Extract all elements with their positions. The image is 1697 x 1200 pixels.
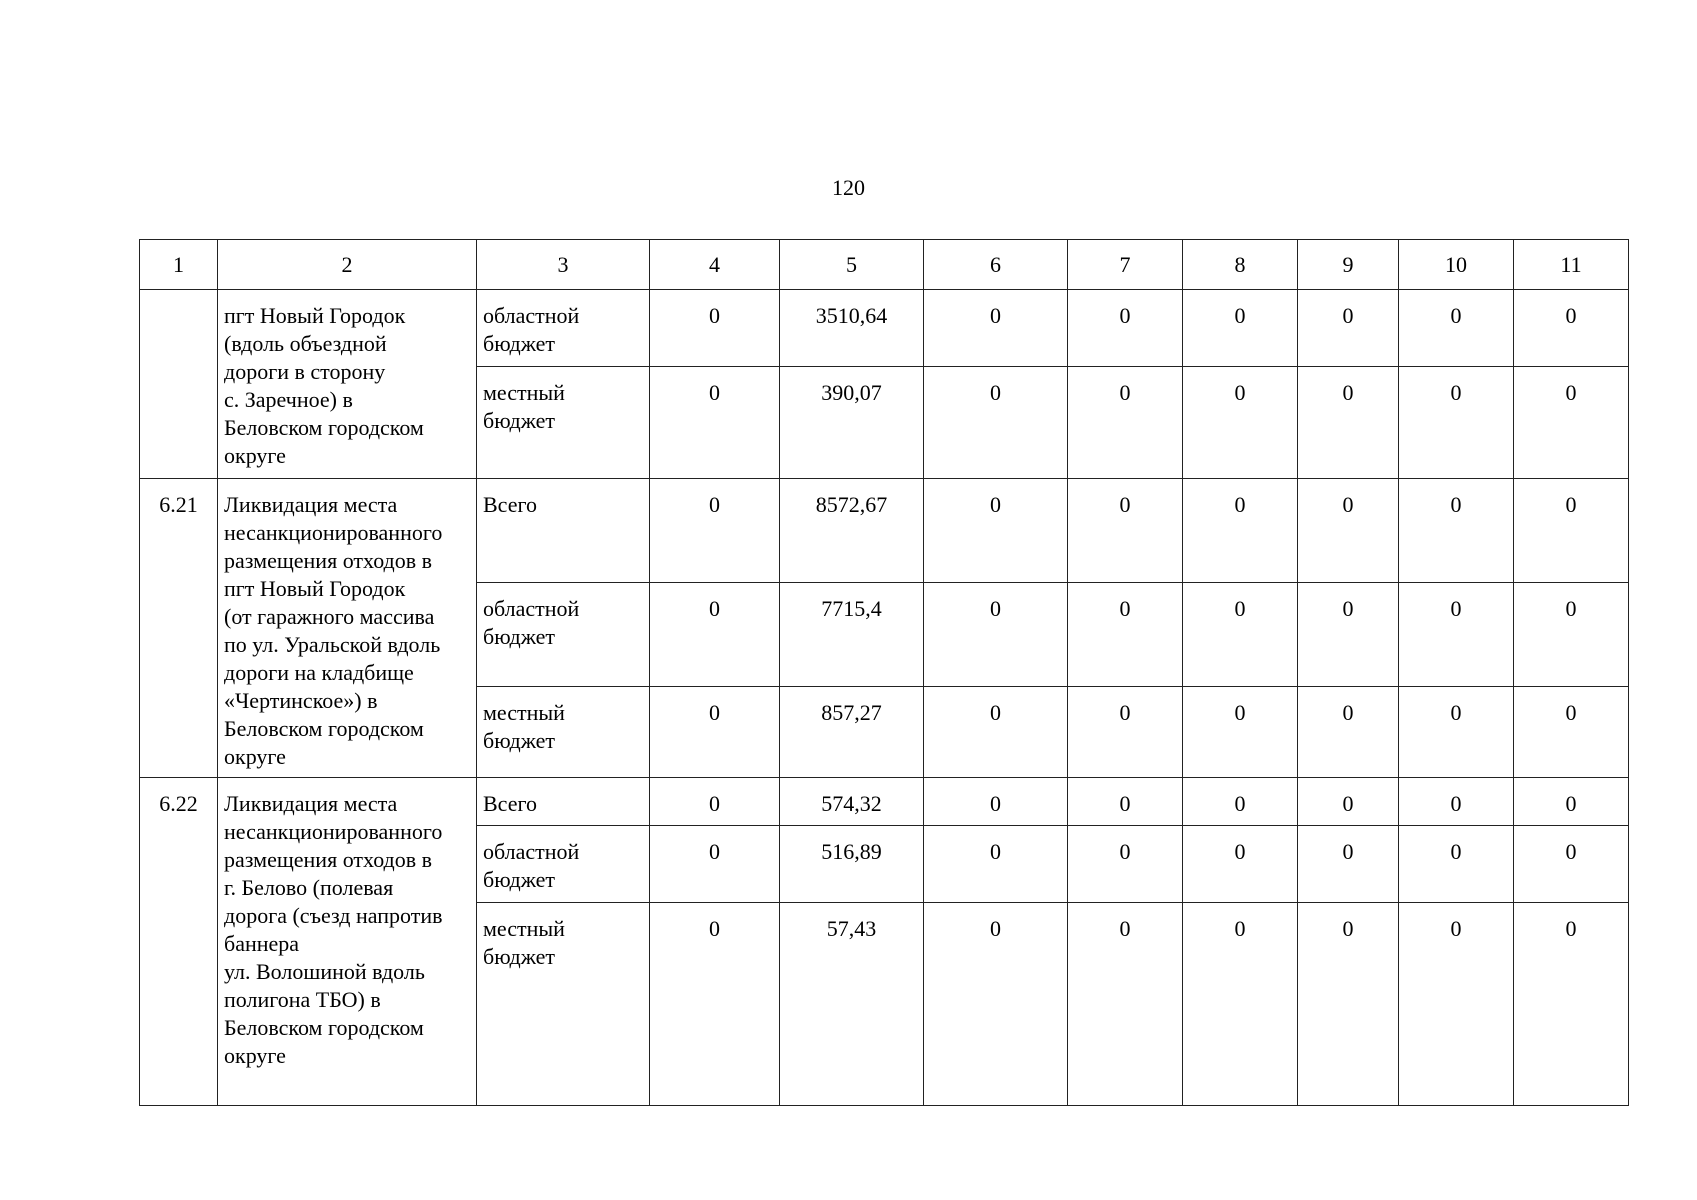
text-line: бюджет [483,867,555,892]
value-cell: 0 [1183,290,1298,367]
text-line: «Чертинское») в [224,688,378,713]
value-cell: 0 [1183,479,1298,583]
text-line: Всего [483,791,537,816]
value-cell: 0 [924,687,1068,778]
value-cell: 0 [1514,826,1629,903]
value-cell: 0 [924,290,1068,367]
value-cell: 0 [1068,583,1183,687]
text-line: пгт Новый Городок [224,303,406,328]
value-cell: 574,32 [780,778,924,826]
table-body [140,240,1629,1106]
value-cell: 0 [1298,479,1399,583]
text-line: Ликвидация места [224,791,398,816]
value-cell: 0 [1399,583,1514,687]
text-line: г. Белово (полевая [224,875,394,900]
table-row [140,290,1629,367]
text-line: баннера [224,931,300,956]
value-cell: 0 [1399,778,1514,826]
funding-source-cell [477,826,650,903]
value-cell: 0 [924,826,1068,903]
table-row [140,479,1629,583]
funding-source-cell [477,903,650,1106]
text-line: округе [224,744,286,769]
text-line: несанкционированного [224,520,443,545]
value-cell: 0 [1068,778,1183,826]
value-cell: 0 [1514,290,1629,367]
value-cell: 0 [1068,687,1183,778]
header-cell: 9 [1298,240,1399,290]
header-cell: 4 [650,240,780,290]
value-cell: 0 [1514,687,1629,778]
value-cell: 516,89 [780,826,924,903]
text-line: округе [224,443,286,468]
value-cell: 0 [1298,778,1399,826]
value-cell: 3510,64 [780,290,924,367]
value-cell: 0 [1298,367,1399,479]
value-cell: 0 [650,687,780,778]
value-cell: 0 [650,479,780,583]
text-line: местный [483,916,565,941]
value-cell: 0 [1183,687,1298,778]
value-cell: 0 [1399,479,1514,583]
value-cell: 0 [1068,903,1183,1106]
value-cell: 0 [1183,826,1298,903]
value-cell: 7715,4 [780,583,924,687]
text-line: местный [483,380,565,405]
funding-source-cell [477,479,650,583]
funding-source-cell [477,290,650,367]
text-line: Ликвидация места [224,492,398,517]
text-line: (от гаражного массива [224,604,435,629]
text-line: бюджет [483,408,555,433]
text-line: местный [483,700,565,725]
header-cell: 5 [780,240,924,290]
value-cell: 0 [1068,479,1183,583]
value-cell: 390,07 [780,367,924,479]
text-line: дорога (съезд напротив [224,903,443,928]
value-cell: 0 [1399,903,1514,1106]
funding-source-cell [477,583,650,687]
value-cell: 0 [1399,826,1514,903]
header-cell: 11 [1514,240,1629,290]
text-line: Беловском городском [224,1015,424,1040]
value-cell: 0 [650,826,780,903]
value-cell: 0 [1183,903,1298,1106]
text-line: Беловском городском [224,716,424,741]
header-cell: 7 [1068,240,1183,290]
value-cell: 0 [924,479,1068,583]
value-cell: 0 [650,290,780,367]
text-line: областной [483,303,580,328]
value-cell: 0 [650,903,780,1106]
text-line: округе [224,1043,286,1068]
value-cell: 0 [650,583,780,687]
text-line: бюджет [483,944,555,969]
item-number-cell: 6.22 [140,778,218,1106]
value-cell: 0 [1298,583,1399,687]
header-cell: 10 [1399,240,1514,290]
value-cell: 0 [1399,687,1514,778]
value-cell: 0 [1514,479,1629,583]
text-line: полигона ТБО) в [224,987,381,1012]
value-cell: 0 [1298,290,1399,367]
item-number-cell [140,290,218,479]
value-cell: 0 [1514,367,1629,479]
text-line: Всего [483,492,537,517]
text-line: ул. Волошиной вдоль [224,959,425,984]
text-line: размещения отходов в [224,548,433,573]
header-cell: 3 [477,240,650,290]
value-cell: 0 [1514,778,1629,826]
text-line: бюджет [483,624,555,649]
value-cell: 0 [1068,826,1183,903]
value-cell: 0 [1183,583,1298,687]
value-cell: 8572,67 [780,479,924,583]
value-cell: 0 [1068,290,1183,367]
value-cell: 0 [924,367,1068,479]
value-cell: 0 [924,583,1068,687]
value-cell: 0 [1514,903,1629,1106]
value-cell: 0 [924,903,1068,1106]
value-cell: 0 [1183,367,1298,479]
page-number: 120 [832,175,865,200]
item-number-cell: 6.21 [140,479,218,778]
text-line: областной [483,596,580,621]
text-line: размещения отходов в [224,847,433,872]
table-row [140,778,1629,826]
text-line: дороги в сторону [224,359,386,384]
text-line: несанкционированного [224,819,443,844]
header-cell: 8 [1183,240,1298,290]
value-cell: 0 [1298,903,1399,1106]
item-name-cell [218,778,477,1106]
header-row [140,240,1629,290]
text-line: (вдоль объездной [224,331,387,356]
value-cell: 0 [1399,290,1514,367]
text-line: бюджет [483,331,555,356]
value-cell: 857,27 [780,687,924,778]
funding-source-cell [477,687,650,778]
value-cell: 0 [1183,778,1298,826]
value-cell: 57,43 [780,903,924,1106]
header-cell: 1 [140,240,218,290]
value-cell: 0 [924,778,1068,826]
funding-source-cell [477,778,650,826]
value-cell: 0 [650,367,780,479]
budget-table [139,239,1629,1106]
text-line: пгт Новый Городок [224,576,406,601]
item-name-cell [218,479,477,778]
text-line: с. Заречное) в [224,387,353,412]
value-cell: 0 [1399,367,1514,479]
value-cell: 0 [650,778,780,826]
item-name-cell [218,290,477,479]
header-cell: 6 [924,240,1068,290]
text-line: по ул. Уральской вдоль [224,632,441,657]
funding-source-cell [477,367,650,479]
header-cell: 2 [218,240,477,290]
value-cell: 0 [1514,583,1629,687]
value-cell: 0 [1298,826,1399,903]
value-cell: 0 [1068,367,1183,479]
text-line: областной [483,839,580,864]
value-cell: 0 [1298,687,1399,778]
text-line: дороги на кладбище [224,660,414,685]
text-line: Беловском городском [224,415,424,440]
text-line: бюджет [483,728,555,753]
